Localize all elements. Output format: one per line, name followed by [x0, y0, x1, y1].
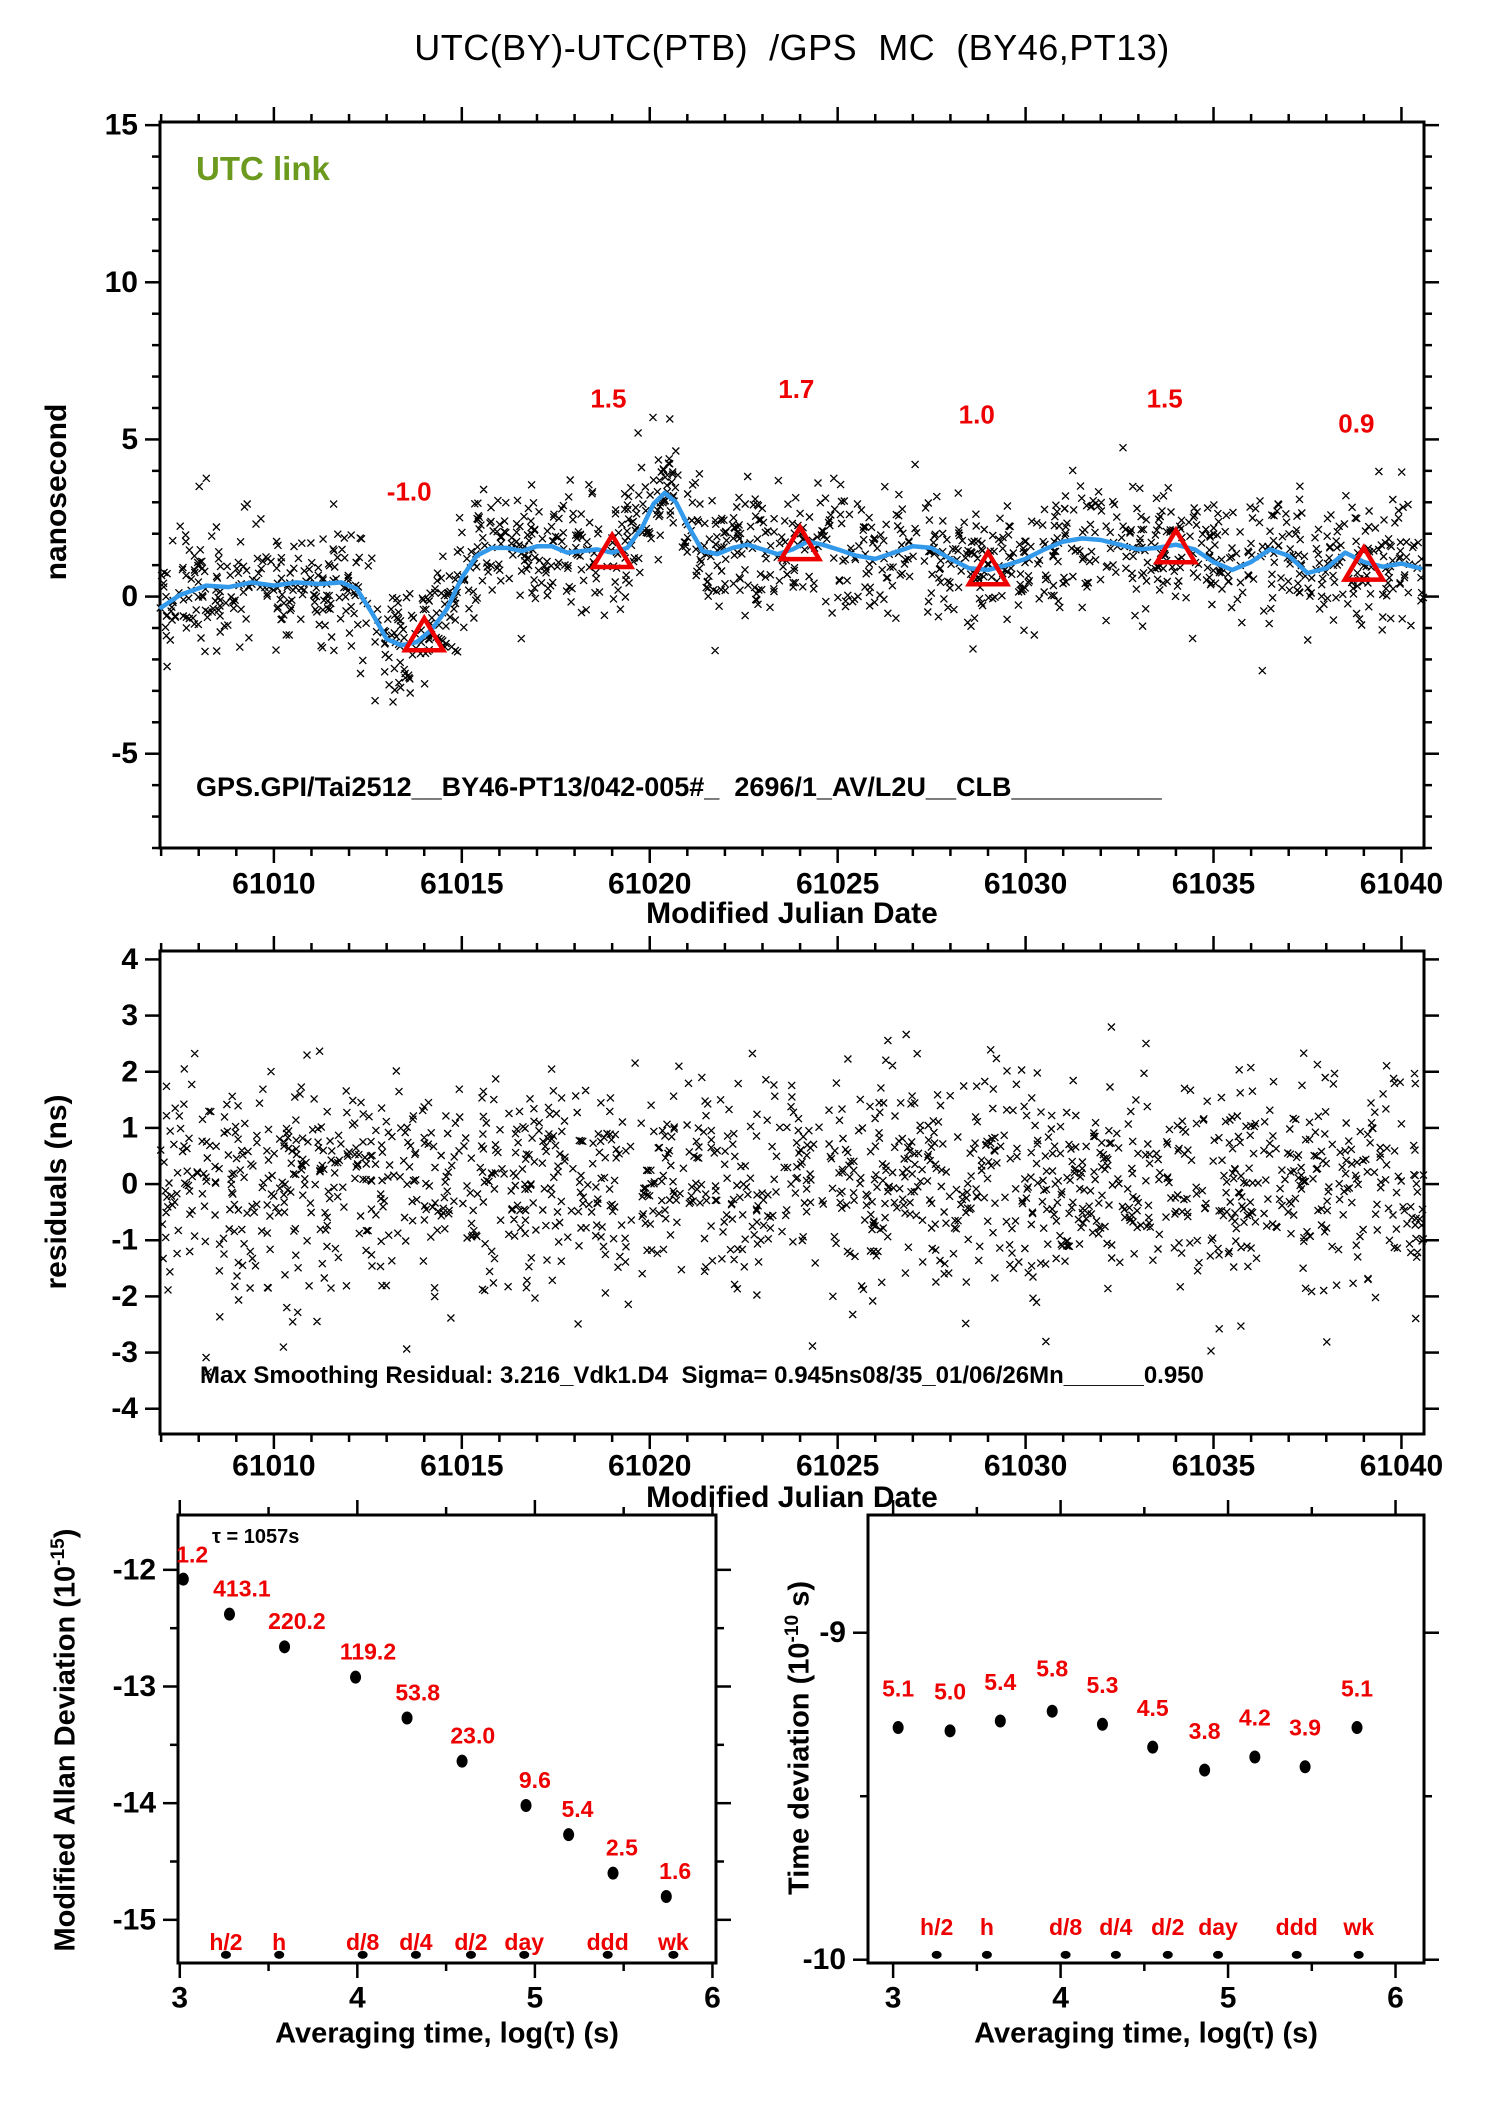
tdev-xtick-label: 3: [884, 1981, 902, 2015]
dot-marker: [982, 1951, 992, 1959]
utc-comparison-axes-box: [160, 122, 1424, 848]
value-label: 1.5: [1146, 383, 1183, 414]
tdev-ytick-label: -10: [802, 1943, 846, 1977]
value-label: 1.7: [778, 374, 815, 405]
value-label: ddd: [586, 1929, 629, 1955]
value-label: 4.2: [1238, 1704, 1271, 1731]
dot-marker: [1199, 1764, 1210, 1777]
value-label: h/2: [209, 1929, 243, 1955]
dot-marker: [995, 1715, 1006, 1728]
utc-comparison-xtick-label: 61020: [608, 867, 692, 901]
value-label: wk: [658, 1929, 689, 1955]
dot-marker: [1047, 1705, 1058, 1718]
utc-link-label: UTC link: [196, 150, 330, 187]
utc-comparison-ytick-label: 0: [121, 580, 138, 614]
value-label: ddd: [1275, 1914, 1318, 1941]
tdev-label-suffix: s): [783, 1581, 816, 1615]
smoothing-annotation: Max Smoothing Residual: 3.216_Vdk1.D4 Sigma= 0.945ns08/35_01/06/26Mn______0.950: [200, 1362, 1204, 1389]
residuals-ytick-label: 1: [121, 1111, 138, 1145]
value-label: 1.2: [176, 1541, 209, 1568]
figure-title: UTC(BY)-UTC(PTB) /GPS MC (BY46,PT13): [414, 27, 1170, 68]
value-label: day: [504, 1929, 545, 1955]
value-label: 5.3: [1086, 1672, 1119, 1699]
utc-comparison-xtick-label: 61025: [795, 867, 880, 901]
value-label: 23.0: [450, 1722, 496, 1749]
tdev-value-labels: [882, 1656, 1373, 1744]
value-label: d/8: [346, 1929, 380, 1955]
tdev-axes-box: [868, 1515, 1424, 1963]
dot-marker: [1292, 1951, 1302, 1959]
mdev-ytick-label: -14: [112, 1786, 156, 1820]
value-label: d/2: [454, 1929, 488, 1955]
value-label: 3.8: [1188, 1717, 1221, 1744]
utc-comparison-xtick-label: 61035: [1171, 867, 1256, 901]
x-axis-label-avg-right: Averaging time, log(τ) (s): [974, 2017, 1318, 2050]
y-axis-label-residuals: residuals (ns): [40, 1094, 73, 1290]
mdev-points: [178, 1573, 672, 1903]
utc-comparison-xtick-label: 61015: [420, 867, 504, 901]
dot-marker: [1300, 1760, 1311, 1773]
value-label: 5.0: [934, 1678, 967, 1705]
residuals-ytick-label: 0: [121, 1167, 138, 1201]
dot-marker: [661, 1890, 672, 1903]
value-label: 413.1: [213, 1575, 271, 1602]
mdev-ytick-label: -13: [112, 1670, 156, 1703]
utc-comparison-ytick-label: 5: [121, 422, 138, 456]
value-label: d/4: [399, 1929, 433, 1955]
value-label: 5.4: [984, 1668, 1017, 1695]
dot-marker: [608, 1867, 619, 1880]
value-label: 5.8: [1036, 1655, 1069, 1682]
dot-marker: [224, 1608, 235, 1621]
value-label: h: [272, 1929, 287, 1955]
mdev-ytick-label: -15: [112, 1903, 156, 1937]
value-label: 1.5: [590, 383, 627, 414]
y-axis-label-tdev: [781, 1581, 817, 1895]
mdev-panel: [113, 1500, 731, 2015]
dot-marker: [350, 1671, 361, 1684]
x-axis-label-mjd-mid: Modified Julian Date: [646, 1481, 938, 1514]
x-axis-label-mjd-top: Modified Julian Date: [646, 897, 938, 930]
residuals-ytick-label: -3: [111, 1336, 138, 1370]
residuals-ytick-label: -4: [111, 1392, 138, 1426]
tdev-panel: [803, 1500, 1439, 2015]
value-label: 4.5: [1136, 1694, 1169, 1721]
residuals-xtick-label: 61040: [1359, 1449, 1444, 1483]
value-label: d/4: [1099, 1914, 1133, 1941]
residuals-ytick-label: 2: [121, 1055, 138, 1089]
residuals-panel: [111, 936, 1443, 1483]
tdev-timescale-dots: [932, 1951, 1364, 1959]
dot-marker: [1111, 1951, 1121, 1959]
value-label: 53.8: [395, 1679, 441, 1706]
value-label: 0.9: [1338, 408, 1375, 439]
dot-marker: [893, 1721, 904, 1734]
y-axis-label-nanosecond: nanosecond: [40, 403, 73, 581]
value-label: 5.1: [1341, 1675, 1374, 1702]
value-label: d/8: [1048, 1914, 1083, 1941]
utc-comparison-xtick-label: 61010: [232, 867, 316, 901]
residuals-xtick-label: 61025: [795, 1449, 880, 1483]
dot-marker: [178, 1573, 189, 1586]
mdev-ytick-label: -12: [112, 1553, 156, 1587]
dot-marker: [1354, 1951, 1364, 1959]
dot-marker: [1352, 1721, 1363, 1734]
gps-code-annotation: GPS.GPI/Tai2512__BY46-PT13/042-005#_ 2696/1_AV/L2U__CLB__________: [196, 772, 1162, 802]
residuals-ytick-label: 3: [121, 999, 138, 1033]
tdev-ticks: [853, 1500, 1439, 1978]
tdev-label-exponent: -10: [781, 1614, 803, 1643]
mdev-xtick-label: 6: [704, 1981, 721, 2015]
dot-marker: [932, 1951, 942, 1959]
tdev-xtick-label: 4: [1052, 1981, 1069, 2015]
residuals-xtick-label: 61030: [983, 1449, 1068, 1483]
madev-label-prefix: Modified Allan Deviation (10: [49, 1565, 82, 1952]
residuals-xtick-label: 61015: [420, 1449, 504, 1483]
residual-points: [157, 1024, 1427, 1376]
dot-marker: [1097, 1718, 1108, 1731]
value-label: 119.2: [339, 1638, 397, 1665]
utc-comparison-ytick-label: 10: [104, 265, 138, 299]
madev-label-exponent: -15: [47, 1538, 69, 1566]
mdev-xtick-label: 4: [348, 1981, 366, 2015]
utc-comparison-ytick-label: -5: [111, 737, 138, 771]
dot-marker: [945, 1724, 956, 1737]
value-label: wk: [1343, 1914, 1375, 1941]
dot-marker: [457, 1755, 468, 1768]
tdev-ytick-label: -9: [819, 1616, 846, 1650]
dot-marker: [1061, 1951, 1071, 1959]
value-label: h/2: [920, 1914, 954, 1941]
value-label: d/2: [1151, 1914, 1185, 1941]
tau-annotation: τ = 1057s: [212, 1526, 300, 1548]
utc-comparison-xtick-label: 61030: [983, 867, 1068, 901]
residuals-ytick-label: -2: [111, 1279, 138, 1313]
value-label: day: [1198, 1914, 1238, 1941]
dot-marker: [279, 1640, 290, 1653]
mdev-timescale-labels: [209, 1929, 689, 1955]
tdev-xtick-label: 6: [1387, 1981, 1404, 2015]
value-label: 9.6: [518, 1766, 551, 1793]
value-label: 5.1: [882, 1675, 915, 1702]
mdev-xtick-label: 5: [526, 1981, 544, 2015]
mdev-xtick-label: 3: [171, 1981, 189, 2015]
value-label: 1.0: [958, 399, 995, 430]
calibration-value-labels: [387, 374, 1375, 506]
utc-comparison-ticks: [145, 107, 1439, 863]
residuals-xtick-label: 61035: [1171, 1449, 1256, 1483]
tdev-timescale-labels: [920, 1914, 1374, 1940]
dot-marker: [563, 1828, 574, 1841]
value-label: 5.4: [561, 1796, 594, 1822]
mdev-value-labels: [176, 1542, 691, 1884]
smoothed-link-line: [161, 493, 1420, 645]
value-label: 220.2: [268, 1608, 326, 1635]
tdev-xtick-label: 5: [1219, 1981, 1237, 2015]
value-label: 3.9: [1289, 1714, 1322, 1741]
utc-comparison-xtick-label: 61040: [1359, 867, 1444, 901]
dot-marker: [1147, 1741, 1158, 1754]
utc-comparison-ytick-label: 15: [104, 108, 138, 142]
residuals-ytick-label: 4: [121, 942, 138, 976]
y-axis-label-madev: [47, 1528, 83, 1952]
x-axis-label-avg-left: Averaging time, log(τ) (s): [275, 2017, 619, 2050]
value-label: 2.5: [605, 1834, 638, 1861]
dot-marker: [402, 1712, 413, 1725]
tdev-label-prefix: Time deviation (10: [783, 1642, 816, 1895]
residuals-xtick-label: 61010: [232, 1449, 316, 1483]
value-label: -1.0: [386, 476, 432, 507]
residuals-xtick-label: 61020: [608, 1449, 692, 1483]
madev-label-suffix: ): [49, 1528, 82, 1539]
dot-marker: [1163, 1951, 1173, 1959]
residuals-ytick-label: -1: [111, 1223, 138, 1257]
dot-marker: [1249, 1750, 1260, 1763]
value-label: h: [979, 1914, 994, 1941]
mdev-ticks: [163, 1500, 731, 1978]
dot-marker: [1213, 1951, 1223, 1959]
value-label: 1.6: [659, 1857, 692, 1884]
dot-marker: [521, 1799, 532, 1812]
